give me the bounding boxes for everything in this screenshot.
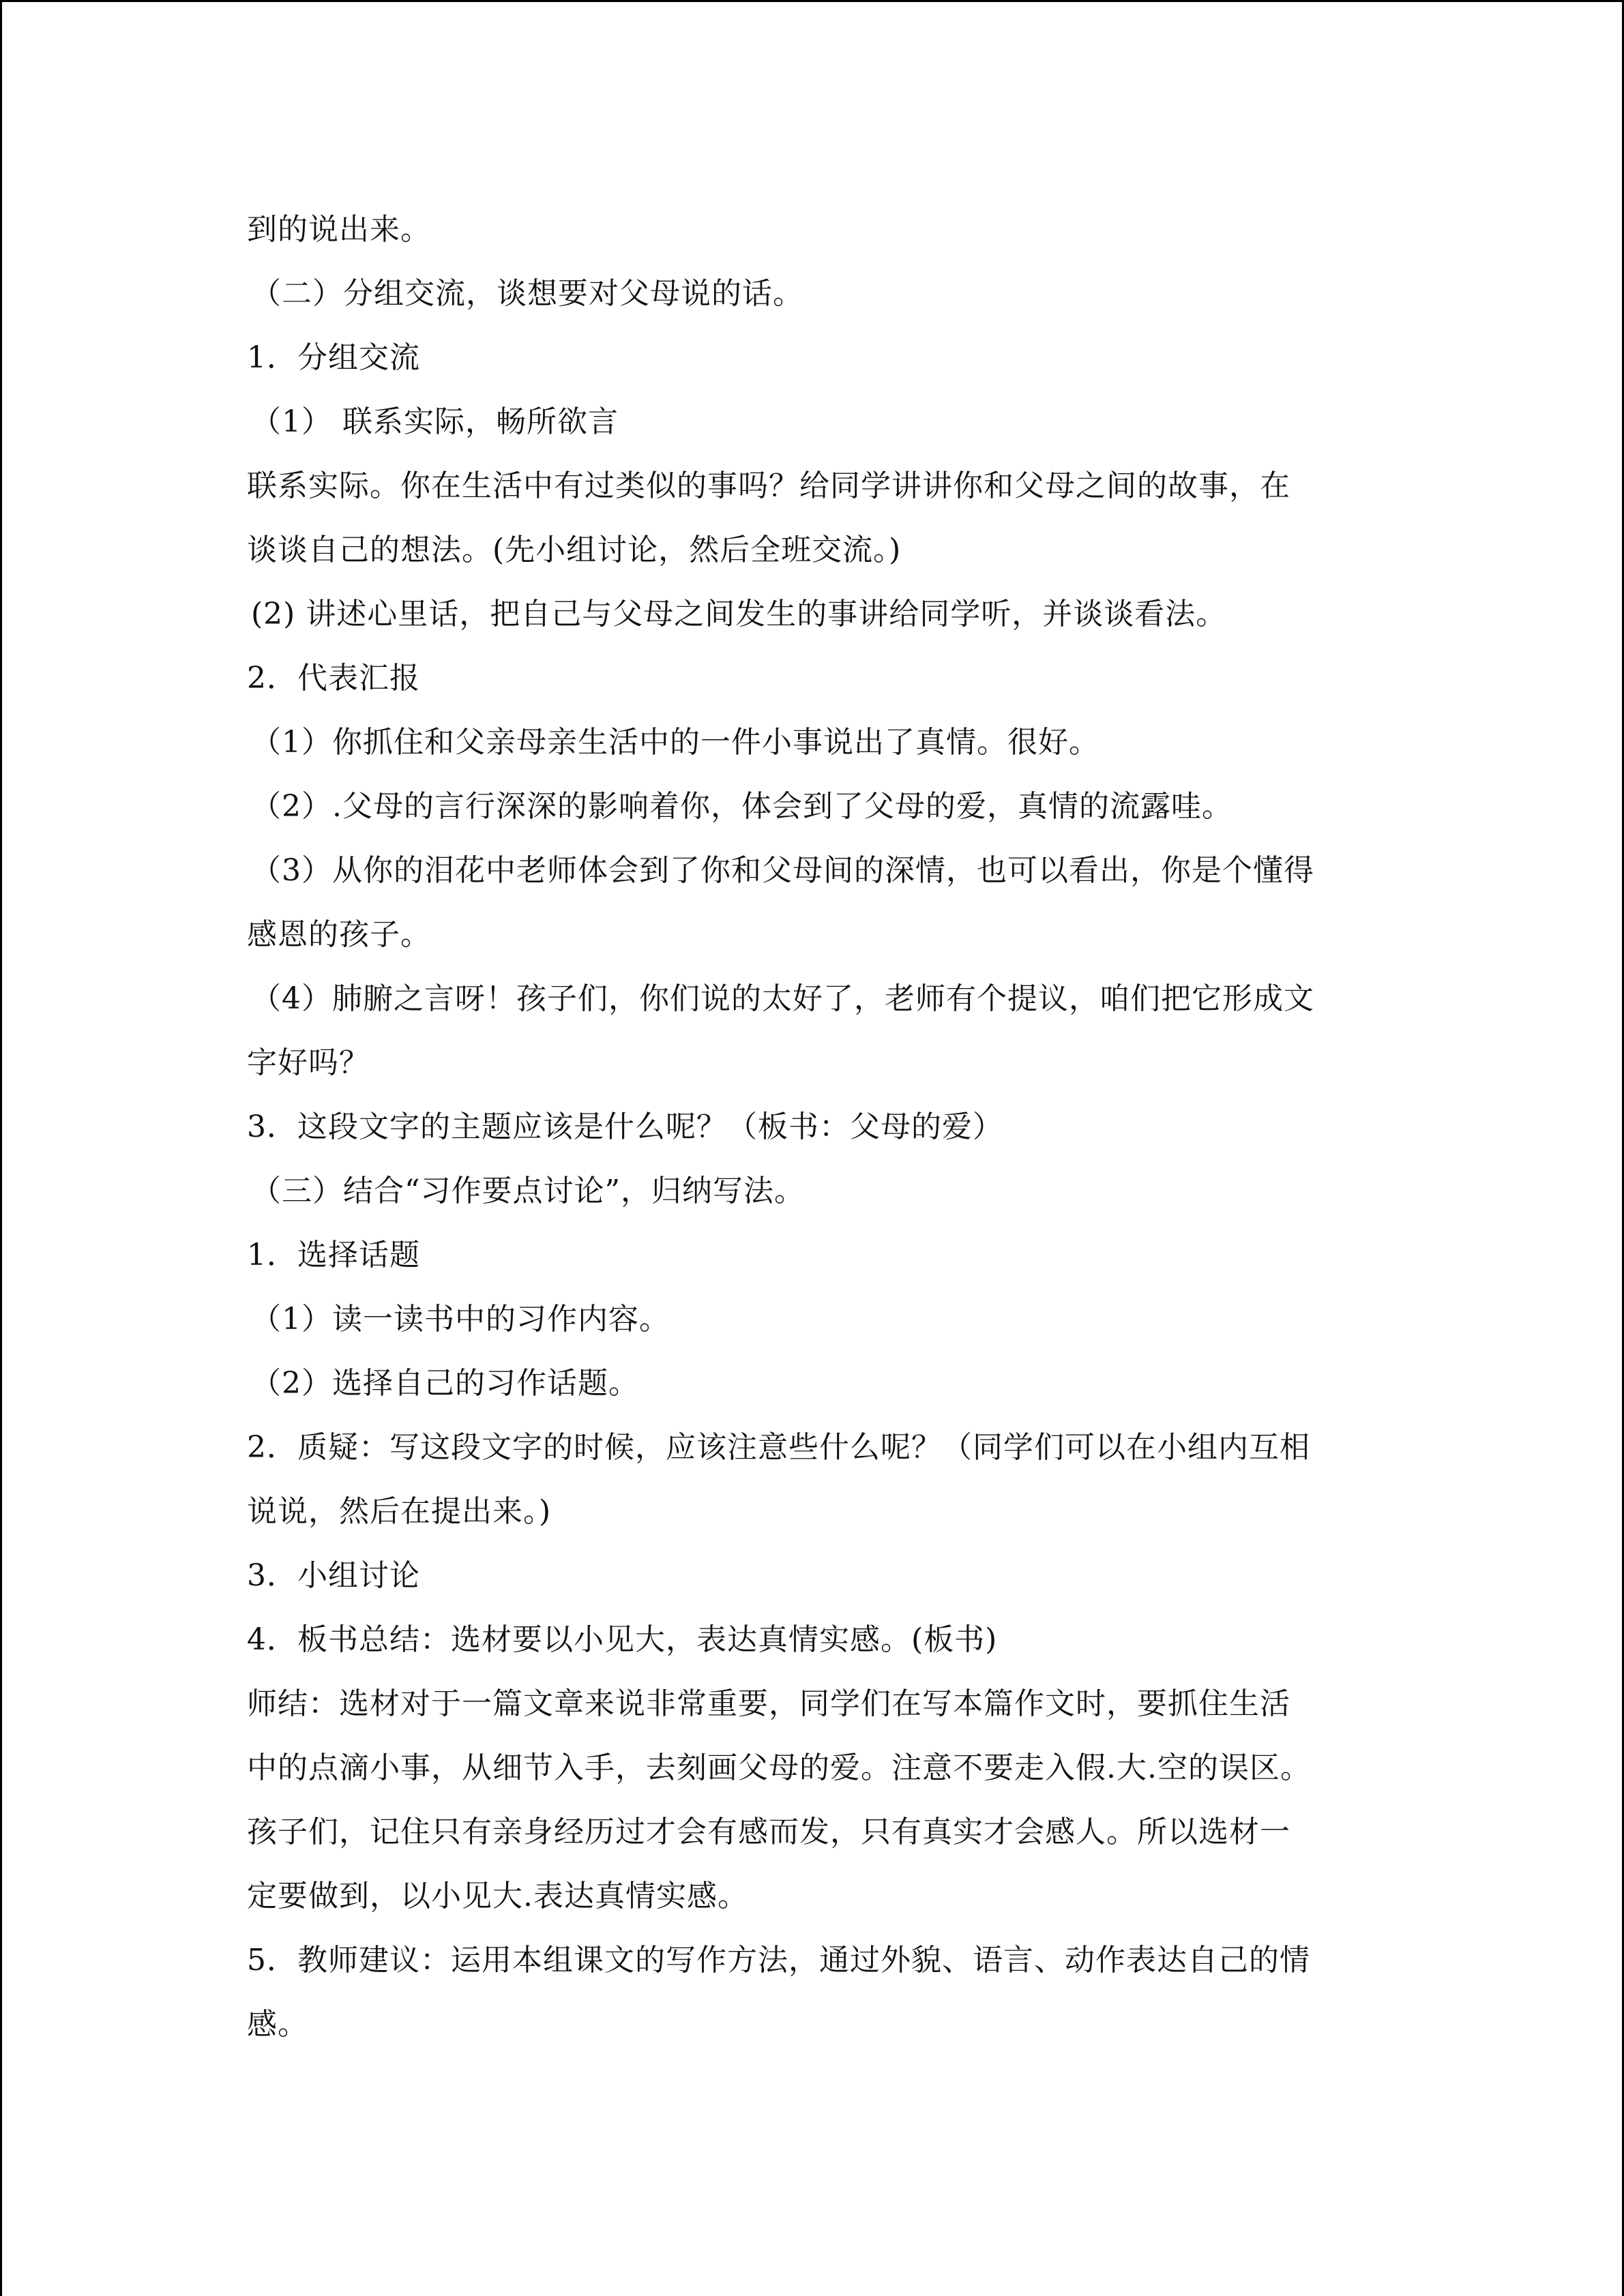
text-line: 到的说出来。 bbox=[247, 212, 431, 247]
text-line: 定要做到，以小见大.表达真情实感。 bbox=[247, 1879, 748, 1913]
text-line: 师结：选材对于一篇文章来说非常重要，同学们在写本篇作文时，要抓住生活 bbox=[247, 1686, 1290, 1721]
sub-item: （4）肺腑之言呀！孩子们，你们说的太好了，老师有个提议，咱们把它形成文 bbox=[251, 981, 1314, 1016]
text-line: 联系实际。你在生活中有过类似的事吗？给同学讲讲你和父母之间的故事，在 bbox=[247, 468, 1290, 503]
numbered-item: 1．选择话题 bbox=[247, 1238, 420, 1272]
numbered-item: 1．分组交流 bbox=[247, 340, 420, 375]
numbered-item: 5．教师建议：运用本组课文的写作方法，通过外貌、语言、动作表达自己的情 bbox=[247, 1943, 1310, 1978]
sub-item: (2) 讲述心里话，把自己与父母之间发生的事讲给同学听，并谈谈看法。 bbox=[251, 597, 1227, 631]
text-line: 中的点滴小事，从细节入手，去刻画父母的爱。注意不要走入假.大.空的误区。 bbox=[247, 1750, 1311, 1785]
text-line: 孩子们，记住只有亲身经历过才会有感而发，只有真实才会感人。所以选材一 bbox=[247, 1815, 1290, 1849]
section-heading: （三）结合“习作要点讨论”，归纳写法。 bbox=[251, 1174, 805, 1208]
text-line: 说说，然后在提出来。) bbox=[247, 1494, 552, 1529]
text-line: 感。 bbox=[247, 2007, 308, 2042]
sub-item: （3）从你的泪花中老师体会到了你和父母间的深情，也可以看出，你是个懂得 bbox=[251, 853, 1314, 888]
text-line: 感恩的孩子。 bbox=[247, 917, 431, 952]
sub-item: （2）.父母的言行深深的影响着你，体会到了父母的爱，真情的流露哇。 bbox=[251, 789, 1232, 824]
numbered-item: 2．质疑：写这段文字的时候，应该注意些什么呢？（同学们可以在小组内互相 bbox=[247, 1430, 1310, 1465]
section-heading: （二）分组交流，谈想要对父母说的话。 bbox=[251, 276, 803, 311]
sub-item: （1）你抓住和父亲母亲生活中的一件小事说出了真情。很好。 bbox=[251, 725, 1099, 760]
numbered-item: 2．代表汇报 bbox=[247, 661, 420, 696]
text-line: 字好吗？ bbox=[247, 1045, 370, 1080]
sub-item: （1）读一读书中的习作内容。 bbox=[251, 1302, 670, 1337]
document-body bbox=[247, 198, 1379, 2057]
numbered-item: 3．小组讨论 bbox=[247, 1558, 420, 1593]
sub-item: （1） 联系实际，畅所欲言 bbox=[251, 404, 619, 439]
numbered-item: 4．板书总结：选材要以小见大，表达真情实感。(板书) bbox=[247, 1622, 998, 1657]
text-line: 谈谈自己的想法。(先小组讨论，然后全班交流。) bbox=[247, 533, 902, 567]
sub-item: （2）选择自己的习作话题。 bbox=[251, 1366, 639, 1401]
numbered-item: 3．这段文字的主题应该是什么呢？（板书：父母的爱） bbox=[247, 1109, 1003, 1144]
